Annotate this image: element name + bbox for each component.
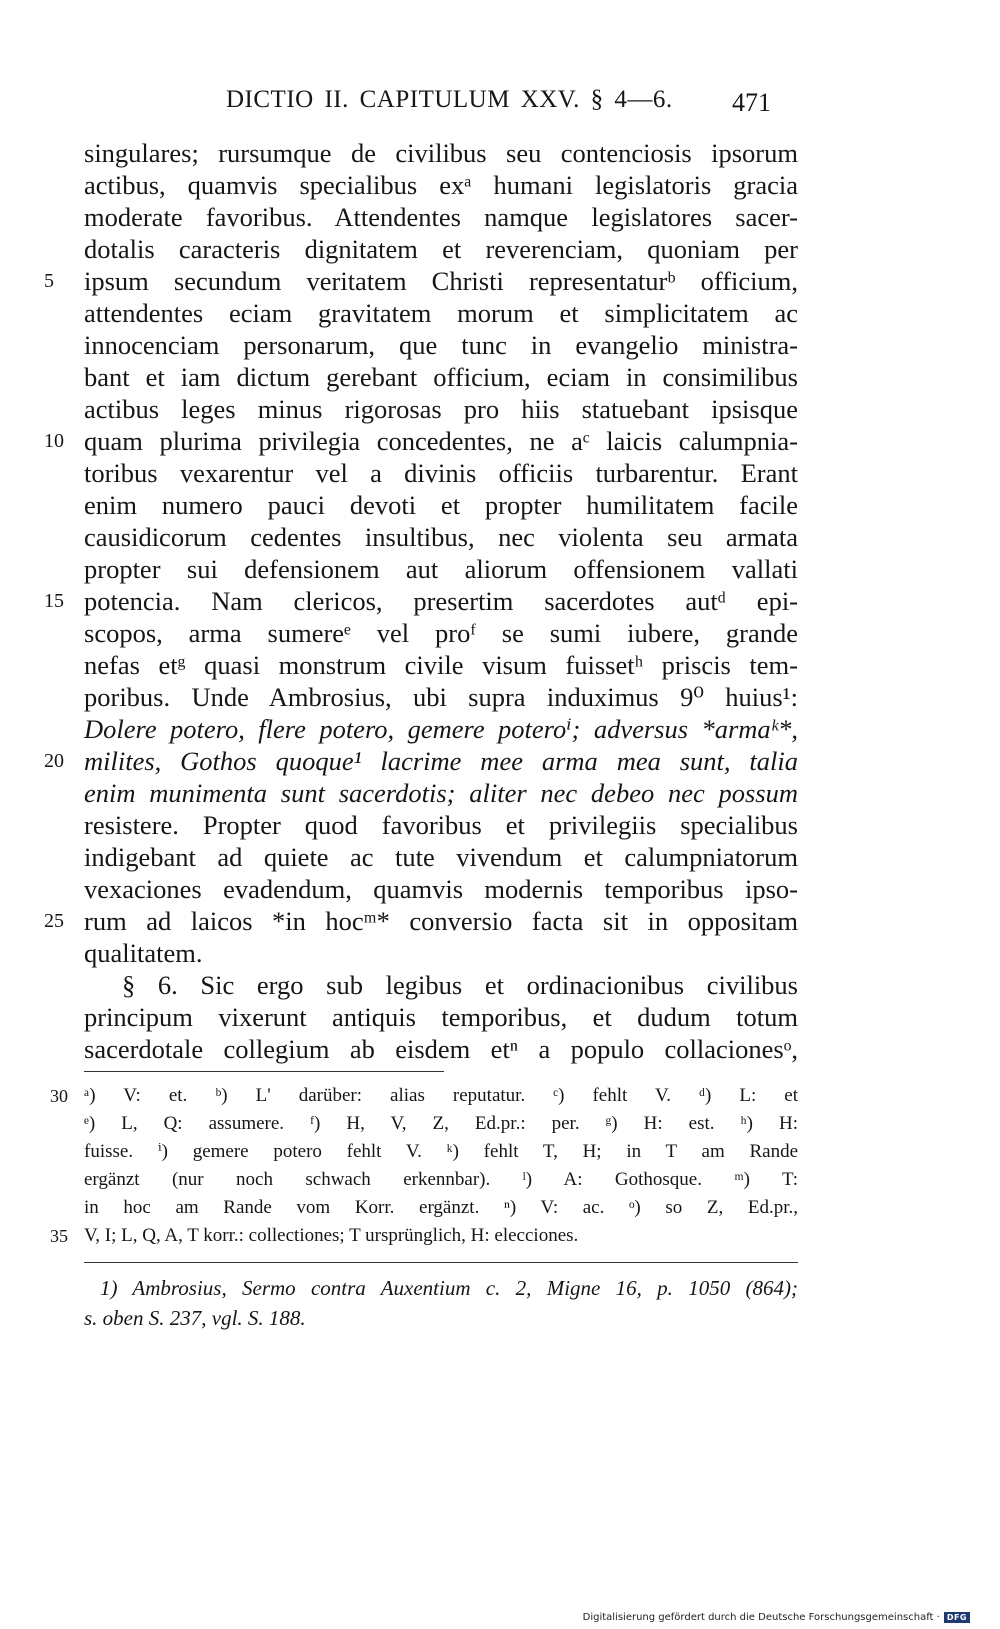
- apparatus-line: V, I; L, Q, A, T korr.: collectiones; T ursprünglich, H: elecciones.: [84, 1225, 579, 1246]
- apparatus-line: ᵃ) V: et. ᵇ) L' darüber: alias reputatur. ᶜ) fehlt V. ᵈ) L: et: [84, 1085, 798, 1106]
- apparatus-line: in hoc am Rande vom Korr. ergänzt. ⁿ) V: ac. ᵒ) so Z, Ed.pr.,: [84, 1197, 798, 1218]
- page-header: [0, 86, 1000, 126]
- line-number: 10: [44, 430, 64, 452]
- text-line: nefas etᵍ quasi monstrum civile visum fuissetʰ priscis tem-: [84, 650, 798, 680]
- text-line: scopos, arma sumereᵉ vel proᶠ se sumi iubere, grande: [84, 618, 798, 648]
- footnote-divider: [84, 1262, 798, 1263]
- line-number: 25: [44, 910, 64, 932]
- line-number: 5: [44, 270, 54, 292]
- footnote-line: 1) Ambrosius, Sermo contra Auxentium c. 2, Migne 16, p. 1050 (864);: [100, 1276, 798, 1300]
- digitization-credit: [583, 1612, 970, 1623]
- line-number: 20: [44, 750, 64, 772]
- text-line: qualitatem.: [84, 938, 203, 968]
- text-line: moderate favoribus. Attendentes namque legislatores sacer-: [84, 202, 798, 232]
- apparatus-line: ᵉ) L, Q: assumere. ᶠ) H, V, Z, Ed.pr.: per. ᵍ) H: est. ʰ) H:: [84, 1113, 798, 1134]
- line-number: 35: [50, 1226, 68, 1246]
- text-line: toribus vexarentur vel a divinis officiis turbarentur. Erant: [84, 458, 798, 488]
- text-line: actibus, quamvis specialibus exᵃ humani legislatoris gracia: [84, 170, 798, 200]
- text-line: rum ad laicos *in hocᵐ* conversio facta sit in oppositam: [84, 906, 798, 936]
- page-number: 471: [732, 88, 771, 117]
- quotation-line: enim munimenta sunt sacerdotis; aliter nec debeo nec possum: [84, 778, 798, 808]
- apparatus-line: ergänzt (nur noch schwach erkennbar). ˡ) A: Gothosque. ᵐ) T:: [84, 1169, 798, 1190]
- text-line: dotalis caracteris dignitatem et reverenciam, quoniam per: [84, 234, 798, 264]
- text-line: quam plurima privilegia concedentes, ne aᶜ laicis calumpnia-: [84, 426, 798, 456]
- text-line: actibus leges minus rigorosas pro hiis statuebant ipsisque: [84, 394, 798, 424]
- dfg-logo: DFG: [944, 1612, 970, 1623]
- text-line: principum vixerunt antiquis temporibus, et dudum totum: [84, 1002, 798, 1032]
- section-heading-line: § 6. Sic ergo sub legibus et ordinacionibus civilibus: [122, 970, 798, 1000]
- line-number: 30: [50, 1086, 68, 1106]
- text-line: innocenciam personarum, que tunc in evangelio ministra-: [84, 330, 798, 360]
- credit-text: Digitalisierung gefördert durch die Deutsche Forschungsgemeinschaft ·: [582, 1612, 940, 1623]
- text-line: potencia. Nam clericos, presertim sacerdotes autᵈ epi-: [84, 586, 798, 616]
- running-title: DICTIO II. CAPITULUM XXV. § 4—6.: [226, 86, 673, 113]
- apparatus-divider: [84, 1071, 444, 1072]
- line-number: 15: [44, 590, 64, 612]
- text-line: indigebant ad quiete ac tute vivendum et calumpniatorum: [84, 842, 798, 872]
- text-line: enim numero pauci devoti et propter humilitatem facile: [84, 490, 798, 520]
- quotation-line: Dolere potero, flere potero, gemere poteroⁱ; adversus *armaᵏ*,: [84, 714, 798, 744]
- apparatus-line: fuisse. ⁱ) gemere potero fehlt V. ᵏ) fehlt T, H; in T am Rande: [84, 1141, 798, 1162]
- text-line: ipsum secundum veritatem Christi representaturᵇ officium,: [84, 266, 798, 296]
- text-line: sacerdotale collegium ab eisdem etⁿ a populo collacionesᵒ,: [84, 1034, 798, 1064]
- text-line: poribus. Unde Ambrosius, ubi supra induximus 9⁰ huius¹:: [84, 682, 798, 712]
- text-line: attendentes eciam gravitatem morum et simplicitatem ac: [84, 298, 798, 328]
- text-line: singulares; rursumque de civilibus seu contenciosis ipsorum: [84, 138, 798, 168]
- text-line: bant et iam dictum gerebant officium, eciam in consimilibus: [84, 362, 798, 392]
- text-line: propter sui defensionem aut aliorum offensionem vallati: [84, 554, 798, 584]
- text-line: vexaciones evadendum, quamvis modernis temporibus ipso-: [84, 874, 798, 904]
- text-line: resistere. Propter quod favoribus et privilegiis specialibus: [84, 810, 798, 840]
- text-line: causidicorum cedentes insultibus, nec violenta seu armata: [84, 522, 798, 552]
- quotation-line: milites, Gothos quoque¹ lacrime mee arma mea sunt, talia: [84, 746, 798, 776]
- footnote-line: s. oben S. 237, vgl. S. 188.: [84, 1306, 306, 1330]
